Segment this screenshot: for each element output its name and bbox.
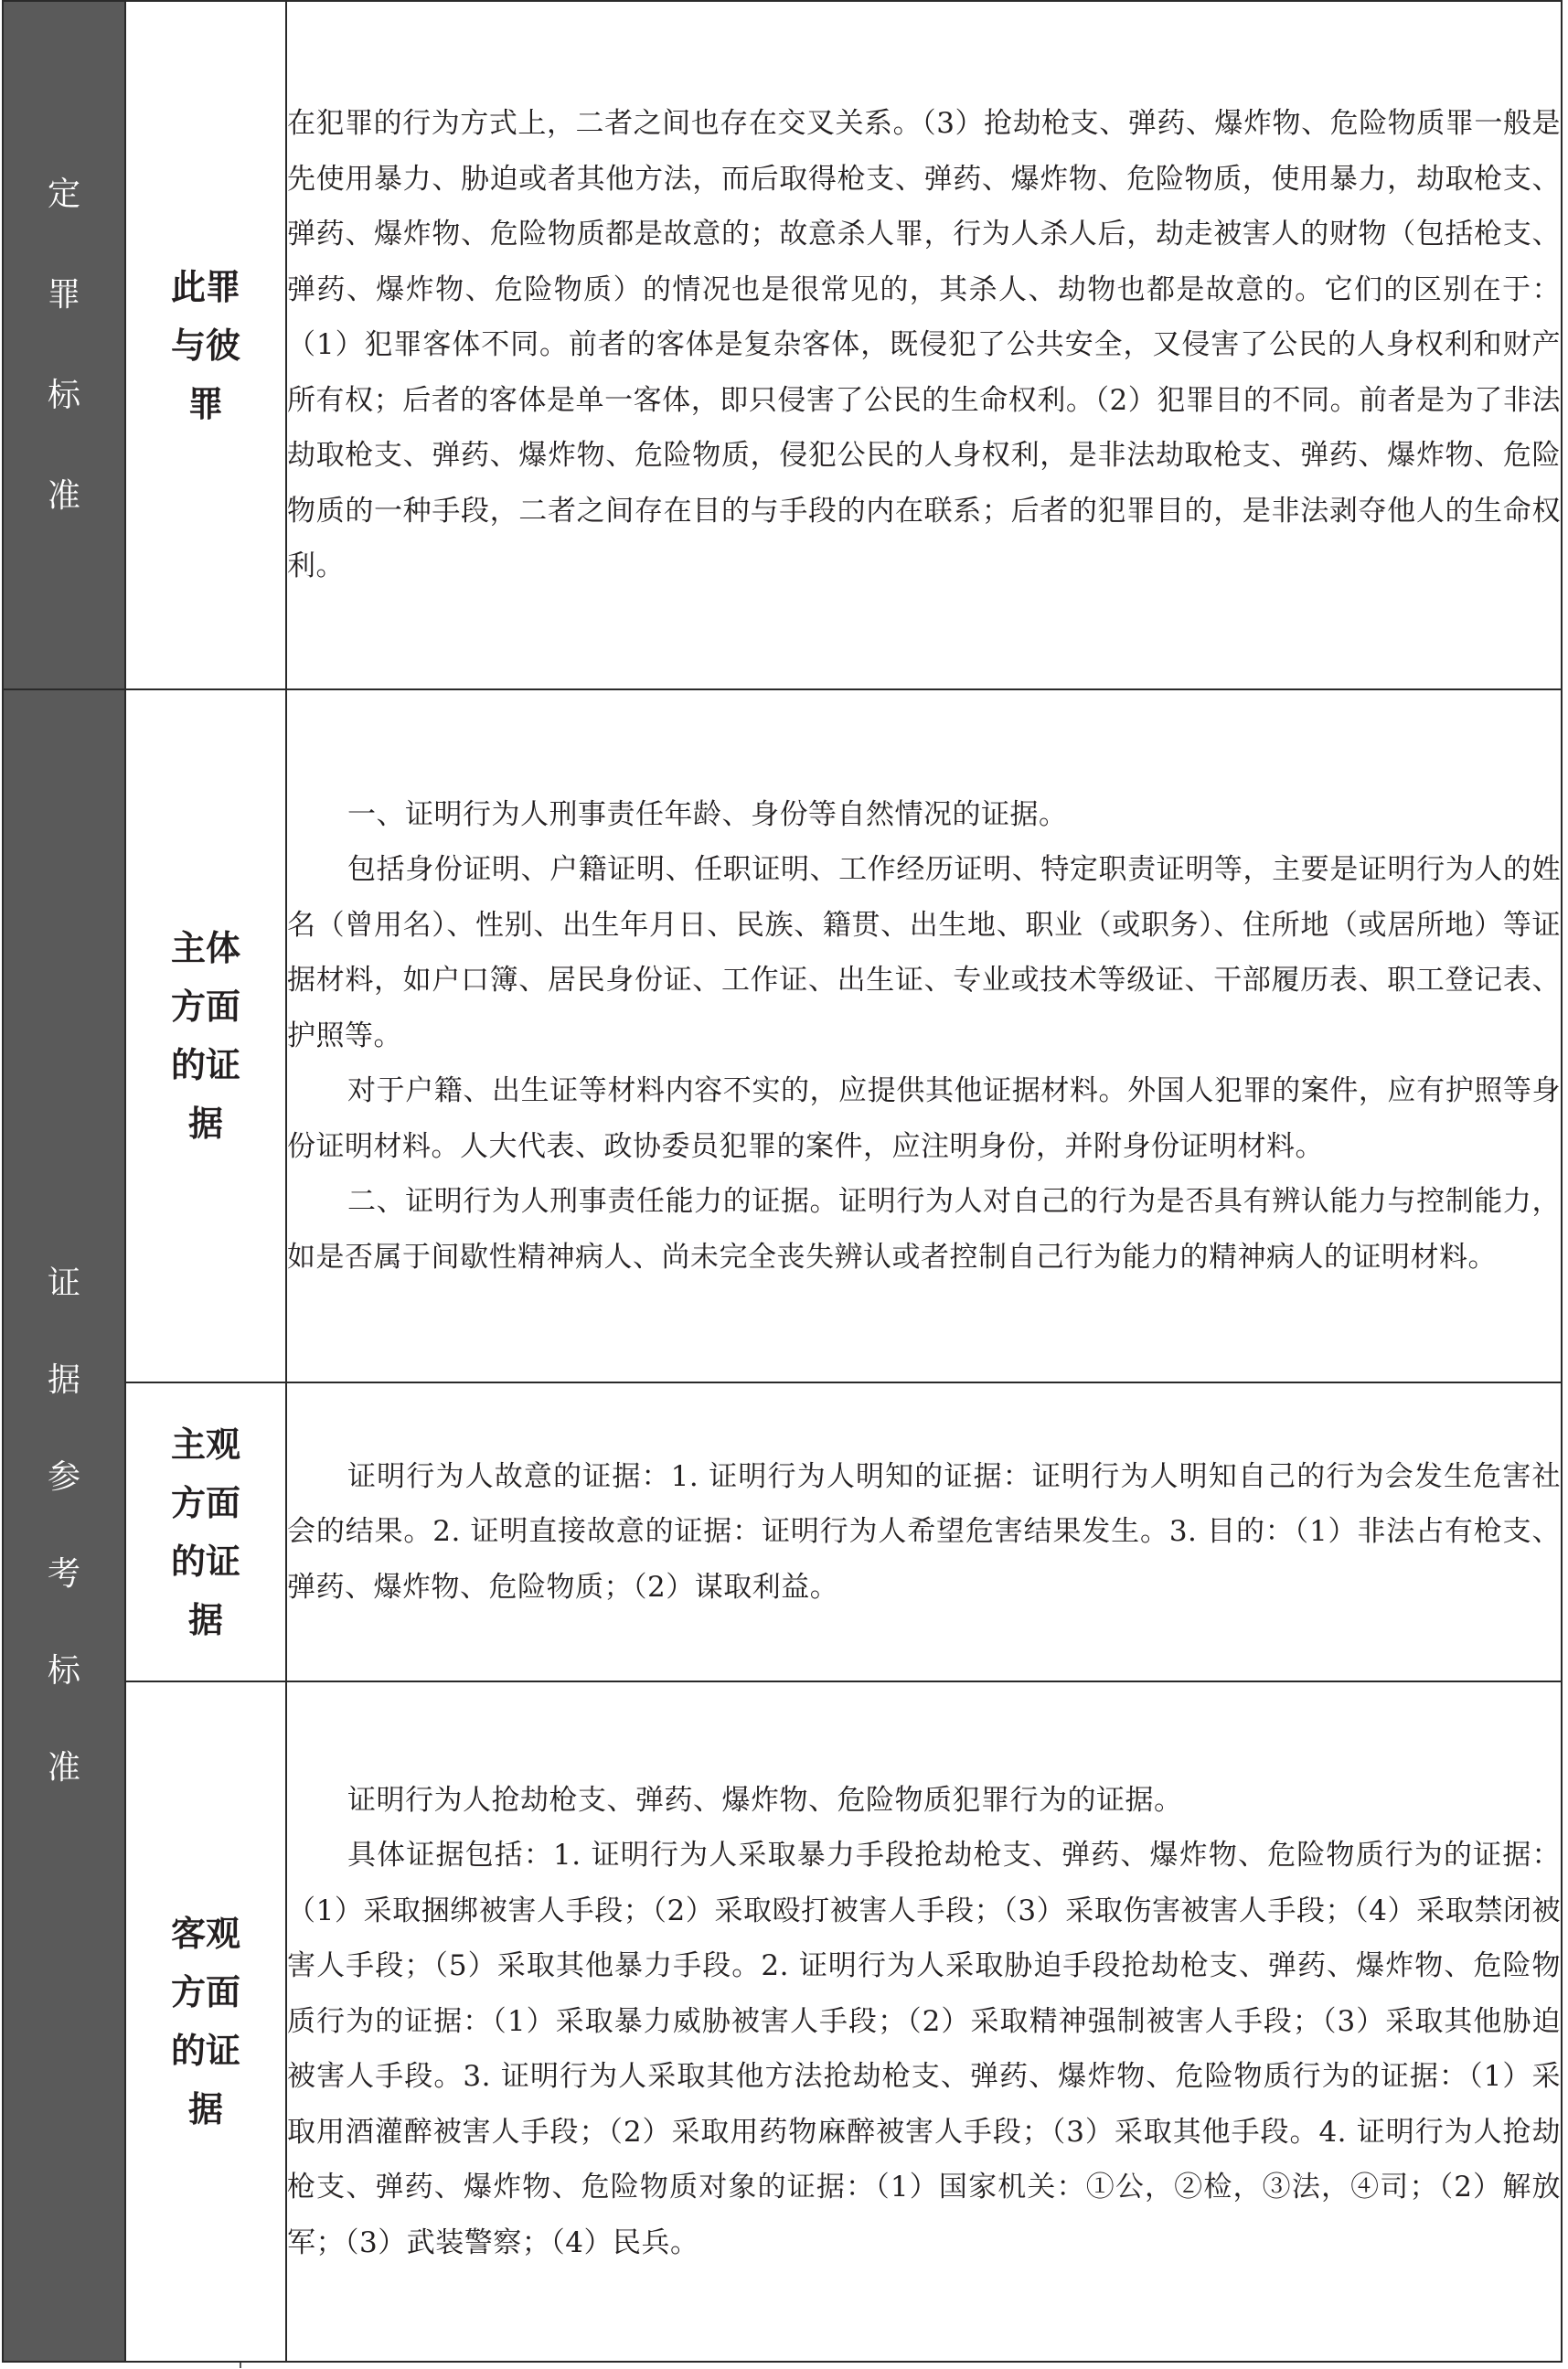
criteria-table bbox=[2, 0, 1563, 2363]
table-row bbox=[3, 1681, 1562, 2362]
row-label-cell bbox=[125, 1382, 286, 1681]
row-content bbox=[286, 689, 1562, 1382]
category-label: 定罪标准 bbox=[47, 175, 80, 515]
row-label: 主观方面的证据 bbox=[170, 1424, 240, 1640]
row-content bbox=[286, 1, 1562, 689]
table-row bbox=[3, 1382, 1562, 1681]
paragraph: 在犯罪的行为方式上，二者之间也存在交叉关系。（3）抢劫枪支、弹药、爆炸物、危险物质罪一般是先使用暴力、胁迫或者其他方法，而后取得枪支、弹药、爆炸物、危险物质，使用暴力，劫取枪支、弹药、爆炸物、危险物质都是故意的；故意杀人罪，行为人杀人后，劫走被害人的财物（包括枪支、弹药、爆炸物、危险物质）的情况也是很常见的，其杀人、劫物也都是故意的。它们的区别在于：（1）犯罪客体不同。前者的客体是复杂客体，既侵犯了公共安全，又侵害了公民的人身权利和财产所有权；后者的客体是单一客体，即只侵害了公民的生命权利。（2）犯罪目的不同。前者是为了非法劫取枪支、弹药、爆炸物、危险物质，侵犯公民的人身权利，是非法劫取枪支、弹药、爆炸物、危险物质的一种手段，二者之间存在目的与手段的内在联系；后者的犯罪目的，是非法剥夺他人的生命权利。 bbox=[287, 107, 1561, 583]
paragraph: 证明行为人故意的证据：1. 证明行为人明知的证据：证明行为人明知自己的行为会发生危害社会的结果。2. 证明直接故意的证据：证明行为人希望危害结果发生。3. 目的：（1）非法占有枪支、弹药、爆炸物、危险物质；（2）谋取利益。 bbox=[287, 1459, 1561, 1604]
row-label: 主体方面的证据 bbox=[170, 928, 240, 1144]
paragraph: 包括身份证明、户籍证明、任职证明、工作经历证明、特定职责证明等，主要是证明行为人的姓名（曾用名）、性别、出生年月日、民族、籍贯、出生地、职业（或职务）、住所地（或居所地）等证据材料，如户口簿、居民身份证、工作证、出生证、专业或技术等级证、干部履历表、职工登记表、护照等。 bbox=[287, 853, 1561, 1052]
category-cell-evidence bbox=[3, 689, 125, 2362]
paragraph: 具体证据包括：1. 证明行为人采取暴力手段抢劫枪支、弹药、爆炸物、危险物质行为的证据：（1）采取捆绑被害人手段；（2）采取殴打被害人手段；（3）采取伤害被害人手段；（4）采取禁闭被害人手段；（5）采取其他暴力手段。2. 证明行为人采取胁迫手段抢劫枪支、弹药、爆炸物、危险物质行为的证据：（1）采取暴力威胁被害人手段；（2）采取精神强制被害人手段；（3）采取其他胁迫被害人手段。3. 证明行为人采取其他方法抢劫枪支、弹药、爆炸物、危险物质行为的证据：（1）采取用酒灌醉被害人手段；（2）采取用药物麻醉被害人手段；（3）采取其他手段。4. 证明行为人抢劫枪支、弹药、爆炸物、危险物质对象的证据：（1）国家机关：①公，②检，③法，④司；（2）解放军；（3）武装警察；（4）民兵。 bbox=[287, 1839, 1561, 2259]
table-row bbox=[3, 1, 1562, 689]
category-label: 证据参考标准 bbox=[47, 1264, 80, 1787]
paragraph: 证明行为人抢劫枪支、弹药、爆炸物、危险物质犯罪行为的证据。 bbox=[347, 1783, 1183, 1817]
row-label: 此罪与彼罪 bbox=[170, 266, 240, 424]
row-label-cell bbox=[125, 689, 286, 1382]
paragraph: 一、证明行为人刑事责任年龄、身份等自然情况的证据。 bbox=[347, 797, 1068, 831]
paragraph: 对于户籍、出生证等材料内容不实的，应提供其他证据材料。外国人犯罪的案件，应有护照等身份证明材料。人大代表、政协委员犯罪的案件，应注明身份，并附身份证明材料。 bbox=[287, 1074, 1561, 1163]
row-label: 客观方面的证据 bbox=[170, 1914, 240, 2129]
row-content bbox=[286, 1382, 1562, 1681]
category-cell-conviction bbox=[3, 1, 125, 689]
page-edge-mark bbox=[240, 2363, 241, 2368]
row-label-cell bbox=[125, 1, 286, 689]
row-label-cell bbox=[125, 1681, 286, 2362]
paragraph: 二、证明行为人刑事责任能力的证据。证明行为人对自己的行为是否具有辨认能力与控制能力，如是否属于间歇性精神病人、尚未完全丧失辨认或者控制自己行为能力的精神病人的证明材料。 bbox=[287, 1185, 1561, 1274]
table-row bbox=[3, 689, 1562, 1382]
row-content bbox=[286, 1681, 1562, 2362]
